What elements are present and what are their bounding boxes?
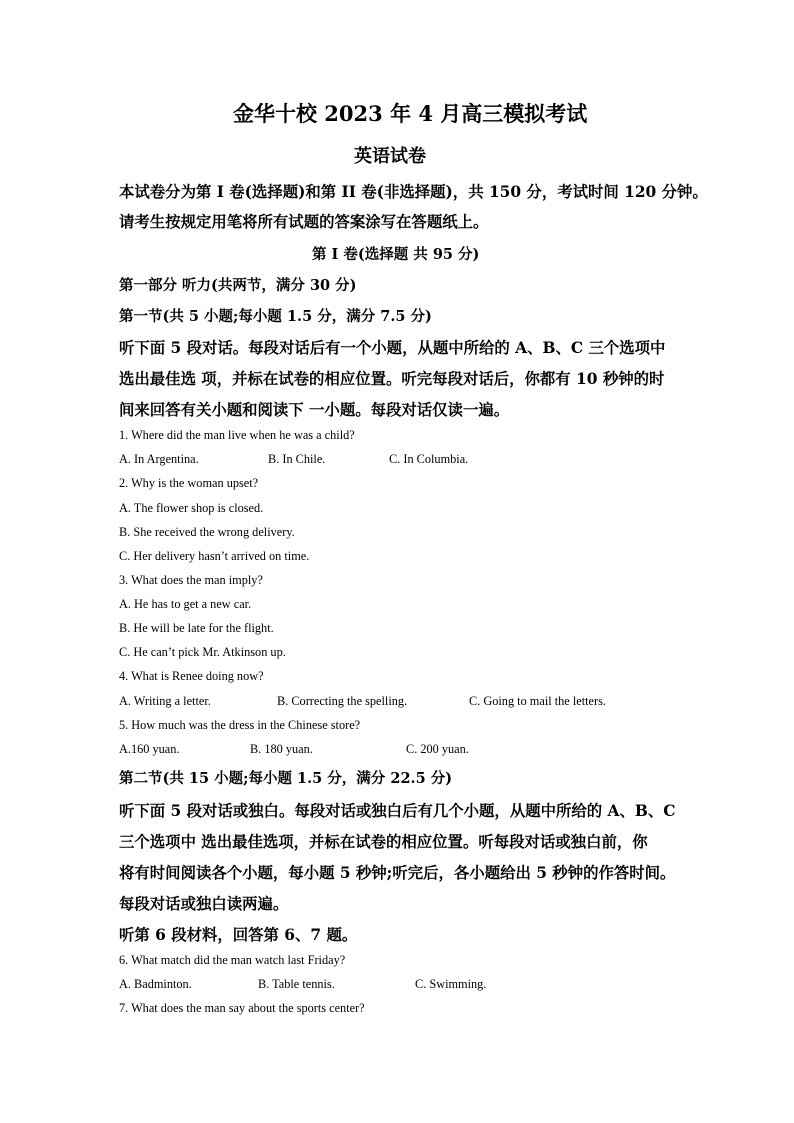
option-c: C. 200 yuan.	[406, 742, 469, 756]
instruction-line: 听下面 5 段对话或独白。每段对话或独白后有几个小题，从题中所给的 A、B、C	[119, 802, 676, 820]
option-a: A. The flower shop is closed.	[119, 501, 264, 515]
option-a: A. Writing a letter.	[119, 694, 211, 708]
instruction-line: 三个选项中 选出最佳选项，并标在试卷的相应位置。听每段对话或独白前，你	[119, 833, 648, 851]
option-b: B. 180 yuan.	[250, 742, 313, 756]
section-title: 第一节(共 5 小题;每小题 1.5 分，满分 7.5 分)	[119, 308, 432, 325]
option-a: A. He has to get a new car.	[119, 597, 252, 611]
exam-title: 金华十校 2023 年 4 月高三模拟考试	[233, 101, 588, 126]
question-stem: 6. What match did the man watch last Friday?	[119, 953, 346, 967]
intro-line: 请考生按规定用笔将所有试题的答案涂写在答题纸上。	[119, 213, 489, 231]
option-c: C. Swimming.	[415, 977, 487, 991]
instruction-line: 选出最佳选 项，并标在试卷的相应位置。听完每段对话后，你都有 10 秒钟的时	[119, 370, 665, 388]
option-b: B. In Chile.	[268, 452, 326, 466]
option-b: B. He will be late for the flight.	[119, 621, 274, 635]
option-a: A. In Argentina.	[119, 452, 199, 466]
option-c: C. He can’t pick Mr. Atkinson up.	[119, 645, 286, 659]
question-stem: 7. What does the man say about the sports center?	[119, 1001, 365, 1015]
part-title: 第一部分 听力(共两节，满分 30 分)	[119, 277, 357, 294]
section-title: 第二节(共 15 小题;每小题 1.5 分，满分 22.5 分)	[119, 770, 453, 787]
question-stem: 4. What is Renee doing now?	[119, 669, 264, 683]
instruction-line: 每段对话或独白读两遍。	[119, 895, 289, 913]
option-a: A. Badminton.	[119, 977, 192, 991]
option-c: C. In Columbia.	[389, 452, 469, 466]
question-stem: 1. Where did the man live when he was a child?	[119, 428, 355, 442]
option-c: C. Her delivery hasn’t arrived on time.	[119, 549, 310, 563]
instruction-line: 听下面 5 段对话。每段对话后有一个小题，从题中所给的 A、B、C 三个选项中	[119, 339, 666, 357]
material-title: 听第 6 段材料，回答第 6、7 题。	[119, 926, 358, 944]
option-c: C. Going to mail the letters.	[469, 694, 606, 708]
option-b: B. She received the wrong delivery.	[119, 525, 295, 539]
option-a: A.160 yuan.	[119, 742, 180, 756]
instruction-line: 将有时间阅读各个小题，每小题 5 秒钟;听完后，各小题给出 5 秒钟的作答时间。	[119, 864, 676, 882]
question-stem: 2. Why is the woman upset?	[119, 476, 259, 490]
volume-title: 第 I 卷(选择题 共 95 分)	[312, 246, 480, 263]
exam-subtitle: 英语试卷	[354, 146, 426, 167]
intro-line: 本试卷分为第 I 卷(选择题)和第 II 卷(非选择题)，共 150 分，考试时间 120 分钟。	[119, 183, 708, 201]
option-b: B. Table tennis.	[258, 977, 335, 991]
question-stem: 5. How much was the dress in the Chinese store?	[119, 718, 361, 732]
option-b: B. Correcting the spelling.	[277, 694, 408, 708]
instruction-line: 间来回答有关小题和阅读下 一小题。每段对话仅读一遍。	[119, 401, 510, 419]
question-stem: 3. What does the man imply?	[119, 573, 263, 587]
